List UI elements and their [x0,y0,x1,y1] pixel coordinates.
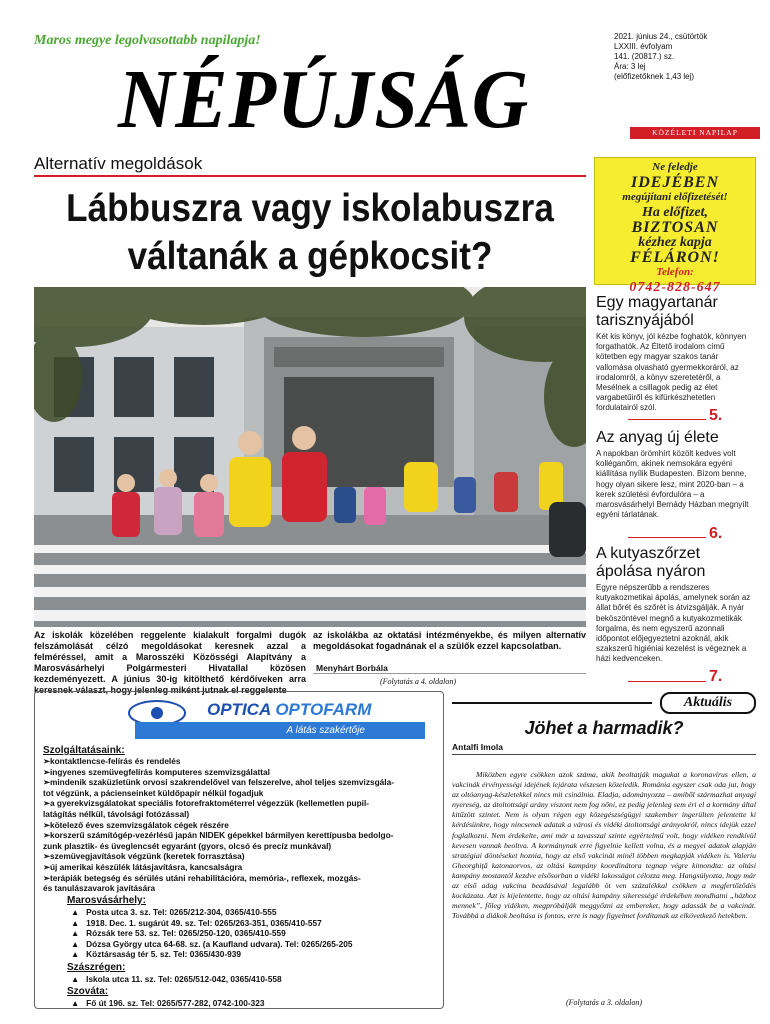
lead-paragraph-col1: Az iskolák közelében reggelente kialakult forgalmi dugók felszámolását célzó megoldásokat keresnek azzal a felméréssel, amit a Marosszéki Közösségi Alapítvány a Marosvásárhelyi Polgármesteri Hivatallal közösen kezdeményezett. A június 30-ig kitölthető kérdőíveken arra keresnek választ, hogy jelenleg miként jutnak el reggelente [34,630,306,695]
sidebar-text: A napokban örömhírt közölt kedves volt kolléganőm, akinek nemsokára egyéni kiállítása nyílik Budapesten. Bízom benne, hogy olyan sikere lesz, mint 2020-ban – a kerek születési évfordulóra – a marosvásárhelyi Bernády Házban megnyílt egyéni tárlatának. [596,449,749,520]
sidebar-text: Két kis könyv, jól kézbe foghatók, könnyen forgathatók. Az Éltető irodalom című kötetben egy magyar szakos tanár vallomása olvasható gyermekkoráról, az irodalomról, a könyv szeretetéről, a Mesélnek a csillagok pedig az élet vargabetűiről és kifürkészhetetlen fordulatairól szól. [596,332,747,413]
aktualis-title[interactable]: Jöhet a harmadik? [524,718,684,738]
sidebar-page[interactable]: 7. [709,668,723,685]
issue-info [614,32,764,82]
ad-city-marosvasarhely: Marosvásárhely: [67,895,146,906]
ad-service: zunk plasztik- és üveglencsét egyaránt (gyors, olcsó és precíz munkával) [43,840,332,851]
ad-service: tot végzünk, a pácienseinket küldőpapír nélkül fogadjuk [43,787,264,798]
promo-line: IDEJÉBEN [630,174,720,191]
issue-number: 141. (20817.) sz. [614,52,675,61]
ad-address-text: Rózsák tere 53. sz. Tel: 0265/250-120, 0365/410-559 [86,928,286,939]
ad-service: latágítás nélkül, távolsági fotózással) [43,808,190,819]
slogan: Maros megye legolvasottabb napilapja! [34,33,261,48]
aktualis-text: Miközben egyre csökken azok száma, akik beoltatják magukat a koronavírus ellen, a vakcinák érvényességi idejének lejárata vészesen közeledik. Románia egyszer csak oda jut, hogy az oltóanyag-készletekkel nincs mit csinálnia. Eladja, adományozza – amiből származhat anyagi nyereség, az átoltottsági arány viszont nem fog nőni, ez pedig jelenleg sem éri el a kormány által kitűzött szintet. Nem is olyan régen egy közegészségügyi szakember ingerülten jelentette ki kérdésünkre, hogy nincsenek adatak a városi és vidéki átoltottsági arányokról, nincs idejük ezzel foglalkozni. Nem érdekelte, ami már a tavasszal szinte egyértelmű volt, hogy vidéken rendkívül kevesen vannak beoltva. A kormánynak erre figyelnie kellett volna, és a megyei adatok alapján stratégiai döntéseket hoznia, hogy az első vakcinát minél többen megkapják vidéken is. Valeriu Gheorghiță katonaorvos, az oltási kampány koordinátora tegnap végre kimondta: az oltási kampány mostantól kezdve elsősorban a vidéki lakosságot célozza meg. Hangsúlyozta, hogy már az első adag vakcina beadásával legalább öt ven százalékkal csökken a megfertőződés kockázata. Azt is kijelentette, hogy az oltási kampány sikerességé érdekében mondhatni „házhoz mennek”, főleg vidéken, megpróbálják meggyőzni az embereket, hogy adassák be a vakcinát. Továbbá a diákok beoltása is fontos, erre is nagy figyelmet fordítanak az elkövetkező hetekben. [452,770,756,921]
issue-price: Ára: 3 lej [614,62,646,71]
ad-service: ➢korszerű számítógép-vezérlésű japán NIDEK gépekkel bármilyen kerettípusba bedolgo- [43,830,394,841]
headline-line-1: Lábbuszra vagy iskolabuszra [66,187,554,230]
ad-services-title: Szolgáltatásaink: [43,745,125,756]
pin-icon: ▲ [71,938,80,949]
ad-service: ➢kontaktlencse-felírás és rendelés [43,756,181,766]
ad-service: ➢ingyenes szemüvegfelírás komputeres szemvizsgálattal [43,766,270,777]
sidebar-title: A kutyaszőrzet ápolása nyáron [596,545,706,580]
aktualis-rule [452,702,652,704]
sidebar-page[interactable]: 6. [709,525,723,542]
ad-address-text: 1918. Dec. 1. sugárút 49. sz. Tel: 0265/263-351, 0365/410-557 [86,917,322,928]
pin-icon: ▲ [71,974,80,984]
lead-photo[interactable] [34,287,586,627]
pin-icon: ▲ [71,928,80,939]
sidebar-article-3[interactable] [596,545,756,665]
ad-address [71,998,264,1009]
pin-icon: ▲ [71,949,80,960]
sidebar-title: Az anyag új élete [596,429,719,446]
ad-services-list [43,756,441,894]
ad-address-text: Dózsa György utca 64-68. sz. (a Kaufland udvara). Tel: 0265/265-205 [86,938,353,949]
pin-icon: ▲ [71,917,80,928]
sidebar-title: Egy magyartanár tarisznyájából [596,294,718,329]
promo-line: FÉLÁRON! [630,249,720,266]
promo-line: Telefon: [656,266,694,278]
promo-line: kézhez kapja [638,235,712,250]
aktualis-continued[interactable]: (Folytatás a 3. oldalon) [566,998,642,1007]
ad-service: ➢mindenik szaküzletünk orvosi szakrendelővel van felszerelve, ahol teljes szemvizsgála- [43,777,394,788]
ad-brand-2: OPTOFARM [275,700,372,719]
promo-line: Ne feledje [652,161,698,173]
sidebar-article-2[interactable] [596,429,756,520]
ad-city-szovata: Szováta: [67,986,109,997]
kozeleti-badge: KÖZÉLETI NAPILAP [630,127,760,139]
ad-brand-1: OPTICA [207,700,271,719]
page-divider [628,537,706,538]
ad-tagline: A látás szakértője [135,722,425,739]
ad-address [71,939,441,950]
issue-date: 2021. június 24., csütörtök [614,32,708,41]
ad-address-text: Köztársaság tér 5. sz. Tel: 0365/430-939 [86,949,241,960]
pin-icon: ▲ [71,907,80,917]
aktualis-label: Aktuális [660,692,756,714]
photo-illustration [34,287,586,627]
ad-service: ➢új amerikai készülék látásjavításra, kancsalságra [43,861,243,872]
promo-line: BIZTOSAN [631,219,719,236]
promo-line: Ha előfizet, [641,205,709,220]
issue-subscriber-price: (előfizetőknek 1,43 lej) [614,72,695,81]
ad-service: ➢a gyerekvizsgálatokat speciális fotorefraktométerrel végezzük (kellemetlen pupil- [43,798,370,809]
ad-service: ➢terápiák betegség és sérülés utáni rehabilitációra, memória-, reflexek, mozgás- [43,872,361,883]
page-divider [628,419,706,420]
ad-service: és tanulászavarok javítására [43,883,156,894]
ad-address-text: Fő út 196. sz. Tel: 0265/577-282, 0742-100-323 [86,998,265,1008]
ad-address [71,907,441,918]
promo-phone: 0742-828-647 [629,280,721,295]
lead-headline[interactable] [62,185,559,281]
lead-continued[interactable]: (Folytatás a 4. oldalon) [380,677,456,686]
ad-brand [207,700,371,720]
sidebar-page[interactable]: 5. [709,407,723,424]
ad-address-text: Posta utca 3. sz. Tel: 0265/212-304, 0365/410-555 [86,907,277,917]
ad-address [71,928,441,939]
ad-address [71,974,282,985]
ad-address [71,918,441,929]
subscription-promo[interactable] [594,157,756,295]
aktualis-author: Antalfi Imola [452,742,504,752]
sidebar-text: Egyre népszerűbb a rendszeres kutyakozmetikai ápolás, amelynek során az állat bőrét és szőrét is átvizsgálják. A nyár beköszöntével megnő a kutyakozmetikák forgalma, és nem egyszerű azonnali időpontot előjegyeztetni azoknál, akik szakszerű higiéniai kezelést is végeznek a házi kedvenceken. [596,583,751,664]
pin-icon: ▲ [71,998,80,1008]
optica-ad[interactable] [34,691,444,1009]
kicker-divider [34,175,586,177]
ad-address-list [71,907,441,960]
promo-line: megújítani előfizetését! [622,191,728,203]
ad-service: ➢kötelező éves szemvizsgálatok cégek részére [43,819,229,830]
issue-volume: LXXIII. évfolyam [614,42,673,51]
ad-service: ➢szemüvegjavítások végzünk (keretek forrasztása) [43,851,245,862]
newspaper-logo[interactable]: NÉPÚJSÁG [118,53,530,146]
lead-kicker: Alternatív megoldások [34,154,203,173]
lead-paragraph-col2: az iskolákba az oktatási intézményekbe, és milyen alternatív megoldásokat fogadnának el a szülők ezzel kapcsolatban. [313,630,586,651]
ad-address-text: Iskola utca 11. sz. Tel: 0265/512-042, 0365/410-558 [86,974,282,984]
sidebar-article-1[interactable] [596,294,756,414]
ad-address [71,949,441,960]
aktualis-divider [452,754,756,755]
page-divider [628,681,706,682]
lead-author: Menyhárt Borbála [316,663,388,673]
headline-line-2: váltanák a gépkocsit? [127,235,493,278]
ad-city-szaszregen: Szászrégen: [67,962,126,973]
author-divider [313,673,586,674]
